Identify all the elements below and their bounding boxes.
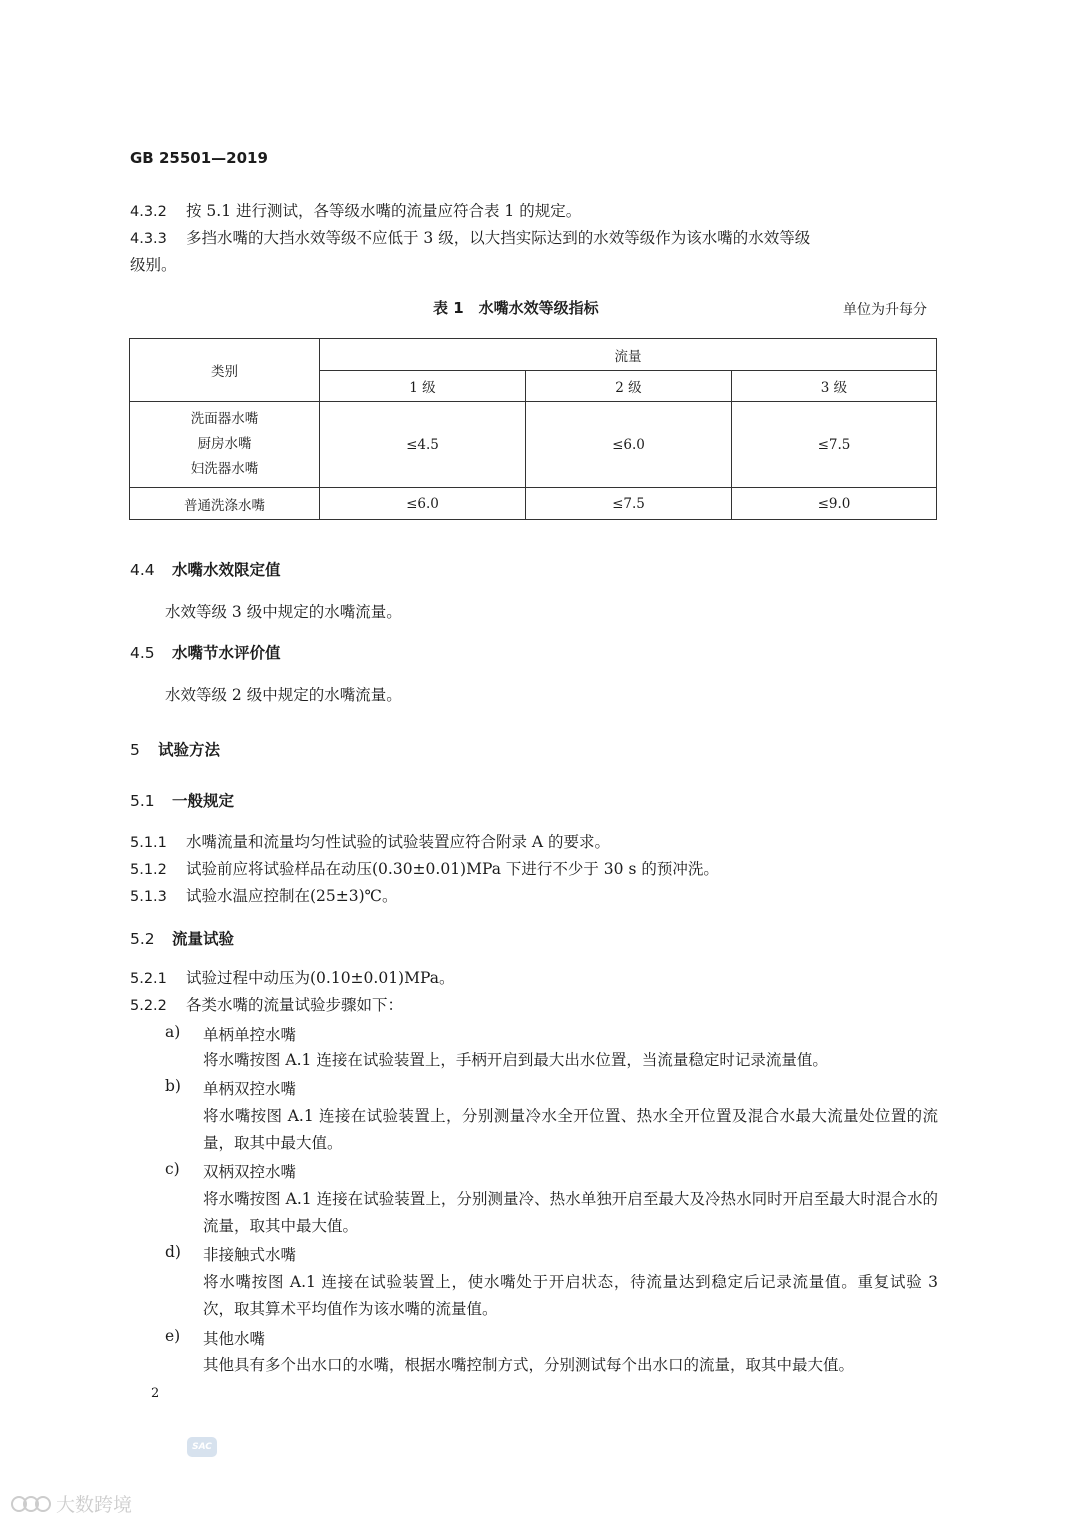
- table-cell-value: ≤7.5: [526, 488, 732, 520]
- table-head-flow: 流量: [320, 339, 937, 371]
- section-number: 5.2: [130, 930, 155, 948]
- section-4-5-text: 水效等级 2 级中规定的水嘴流量。: [165, 686, 402, 704]
- clause-text: 各类水嘴的流量试验步骤如下：: [186, 996, 404, 1014]
- sac-logo: [187, 1437, 217, 1457]
- section-5-2-heading: [130, 927, 234, 949]
- table-unit: 单位为升每分: [843, 302, 927, 318]
- section-number: 4.4: [130, 561, 155, 579]
- table-head-grade-2: 2 级: [526, 371, 732, 402]
- list-item-title: 双柄双控水嘴: [203, 1163, 297, 1181]
- clause-5-1-3: [130, 882, 398, 911]
- list-item-title: 非接触式水嘴: [203, 1246, 297, 1264]
- section-title: 水嘴节水评价值: [172, 644, 281, 662]
- section-title: 一般规定: [172, 792, 235, 810]
- clause-text: 试验水温应控制在(25±3)℃。: [186, 887, 398, 905]
- table-cell-value: ≤6.0: [526, 402, 732, 488]
- watermark-logo-icon: [10, 1491, 52, 1517]
- list-item-title: 单柄双控水嘴: [203, 1080, 297, 1098]
- list-item-text: 将水嘴按图 A.1 连接在试验装置上，使水嘴处于开启状态，待流量达到稳定后记录流量值。重复试验 3 次，取其算术平均值作为该水嘴的流量值。: [203, 1273, 938, 1318]
- list-item-title: 单柄单控水嘴: [203, 1026, 297, 1044]
- table-head-grade-3: 3 级: [732, 371, 937, 402]
- table-head-grade-1: 1 级: [320, 371, 526, 402]
- section-4-4-text: 水效等级 3 级中规定的水嘴流量。: [165, 603, 402, 621]
- list-item-label: b): [165, 1077, 181, 1095]
- table-cell-categories: [130, 402, 320, 488]
- sac-logo-text: SAC: [192, 1442, 212, 1452]
- table-row: [130, 488, 937, 520]
- table-water-efficiency-grades: [129, 338, 937, 520]
- list-item-text: 将水嘴按图 A.1 连接在试验装置上，手柄开启到最大出水位置，当流量稳定时记录流量值。: [203, 1051, 828, 1069]
- clause-number: 5.2.1: [130, 971, 167, 987]
- category-label: 妇洗器水嘴: [190, 461, 259, 477]
- clause-5-1-1: [130, 828, 610, 857]
- clause-5-1-2: [130, 855, 719, 884]
- list-item-text: 将水嘴按图 A.1 连接在试验装置上，分别测量冷、热水单独开启至最大及冷热水同时开启至最大时混合水的流量，取其中最大值。: [203, 1190, 938, 1235]
- section-title: 试验方法: [158, 741, 221, 759]
- section-title: 水嘴水效限定值: [172, 561, 281, 579]
- list-item-label: d): [165, 1243, 181, 1261]
- table-cell-value: ≤4.5: [320, 402, 526, 488]
- watermark-text: 大数跨境: [56, 1494, 133, 1516]
- section-number: 4.5: [130, 644, 155, 662]
- list-item-text: 将水嘴按图 A.1 连接在试验装置上，分别测量冷水全开位置、热水全开位置及混合水最大流量处位置的流量，取其中最大值。: [203, 1107, 938, 1152]
- table-row: [130, 402, 937, 488]
- table-cell-category: 普通洗涤水嘴: [130, 488, 320, 520]
- table-cell-value: ≤9.0: [732, 488, 937, 520]
- section-number: 5: [130, 741, 140, 759]
- section-5-1-heading: [130, 789, 234, 811]
- watermark: [10, 1490, 132, 1517]
- clause-number: 5.2.2: [130, 998, 167, 1014]
- clause-4-3-3-continuation: 级别。: [130, 256, 177, 274]
- clause-text: 试验过程中动压为(0.10±0.01)MPa。: [186, 969, 455, 987]
- category-label: 厨房水嘴: [197, 436, 252, 452]
- list-item-label: c): [165, 1160, 180, 1178]
- section-title: 流量试验: [172, 930, 235, 948]
- clause-number: 5.1.2: [130, 862, 167, 878]
- clause-number: 5.1.3: [130, 889, 167, 905]
- section-4-4-heading: [130, 558, 281, 580]
- clause-text: 按 5.1 进行测试，各等级水嘴的流量应符合表 1 的规定。: [186, 202, 582, 220]
- table-head-category: 类别: [130, 339, 320, 402]
- list-item-label: a): [165, 1023, 181, 1041]
- table-title: 表 1 水嘴水效等级指标: [433, 299, 599, 317]
- section-4-5-heading: [130, 641, 281, 663]
- clause-4-3-3: [130, 224, 810, 253]
- clause-5-2-1: [130, 964, 454, 993]
- section-number: 5.1: [130, 792, 155, 810]
- list-item-label: e): [165, 1327, 181, 1345]
- clause-text: 水嘴流量和流量均匀性试验的试验装置应符合附录 A 的要求。: [186, 833, 611, 851]
- clause-text: 试验前应将试验样品在动压(0.30±0.01)MPa 下进行不少于 30 s 的预冲洗。: [186, 860, 719, 878]
- list-item-text: 其他具有多个出水口的水嘴，根据水嘴控制方式，分别测试每个出水口的流量，取其中最大值。: [203, 1356, 855, 1374]
- clause-4-3-2: [130, 197, 581, 226]
- category-label: 洗面器水嘴: [190, 411, 259, 427]
- clause-5-2-2: [130, 991, 403, 1020]
- clause-number: 5.1.1: [130, 835, 167, 851]
- list-item-title: 其他水嘴: [203, 1330, 266, 1348]
- table-cell-value: ≤6.0: [320, 488, 526, 520]
- document-code: GB 25501—2019: [130, 149, 268, 167]
- table-cell-value: ≤7.5: [732, 402, 937, 488]
- clause-number: 4.3.3: [130, 231, 167, 247]
- clause-text: 多挡水嘴的大挡水效等级不应低于 3 级，以大挡实际达到的水效等级作为该水嘴的水效等级: [186, 229, 811, 247]
- section-5-heading: [130, 738, 220, 760]
- page-number: 2: [151, 1386, 160, 1401]
- clause-number: 4.3.2: [130, 204, 167, 220]
